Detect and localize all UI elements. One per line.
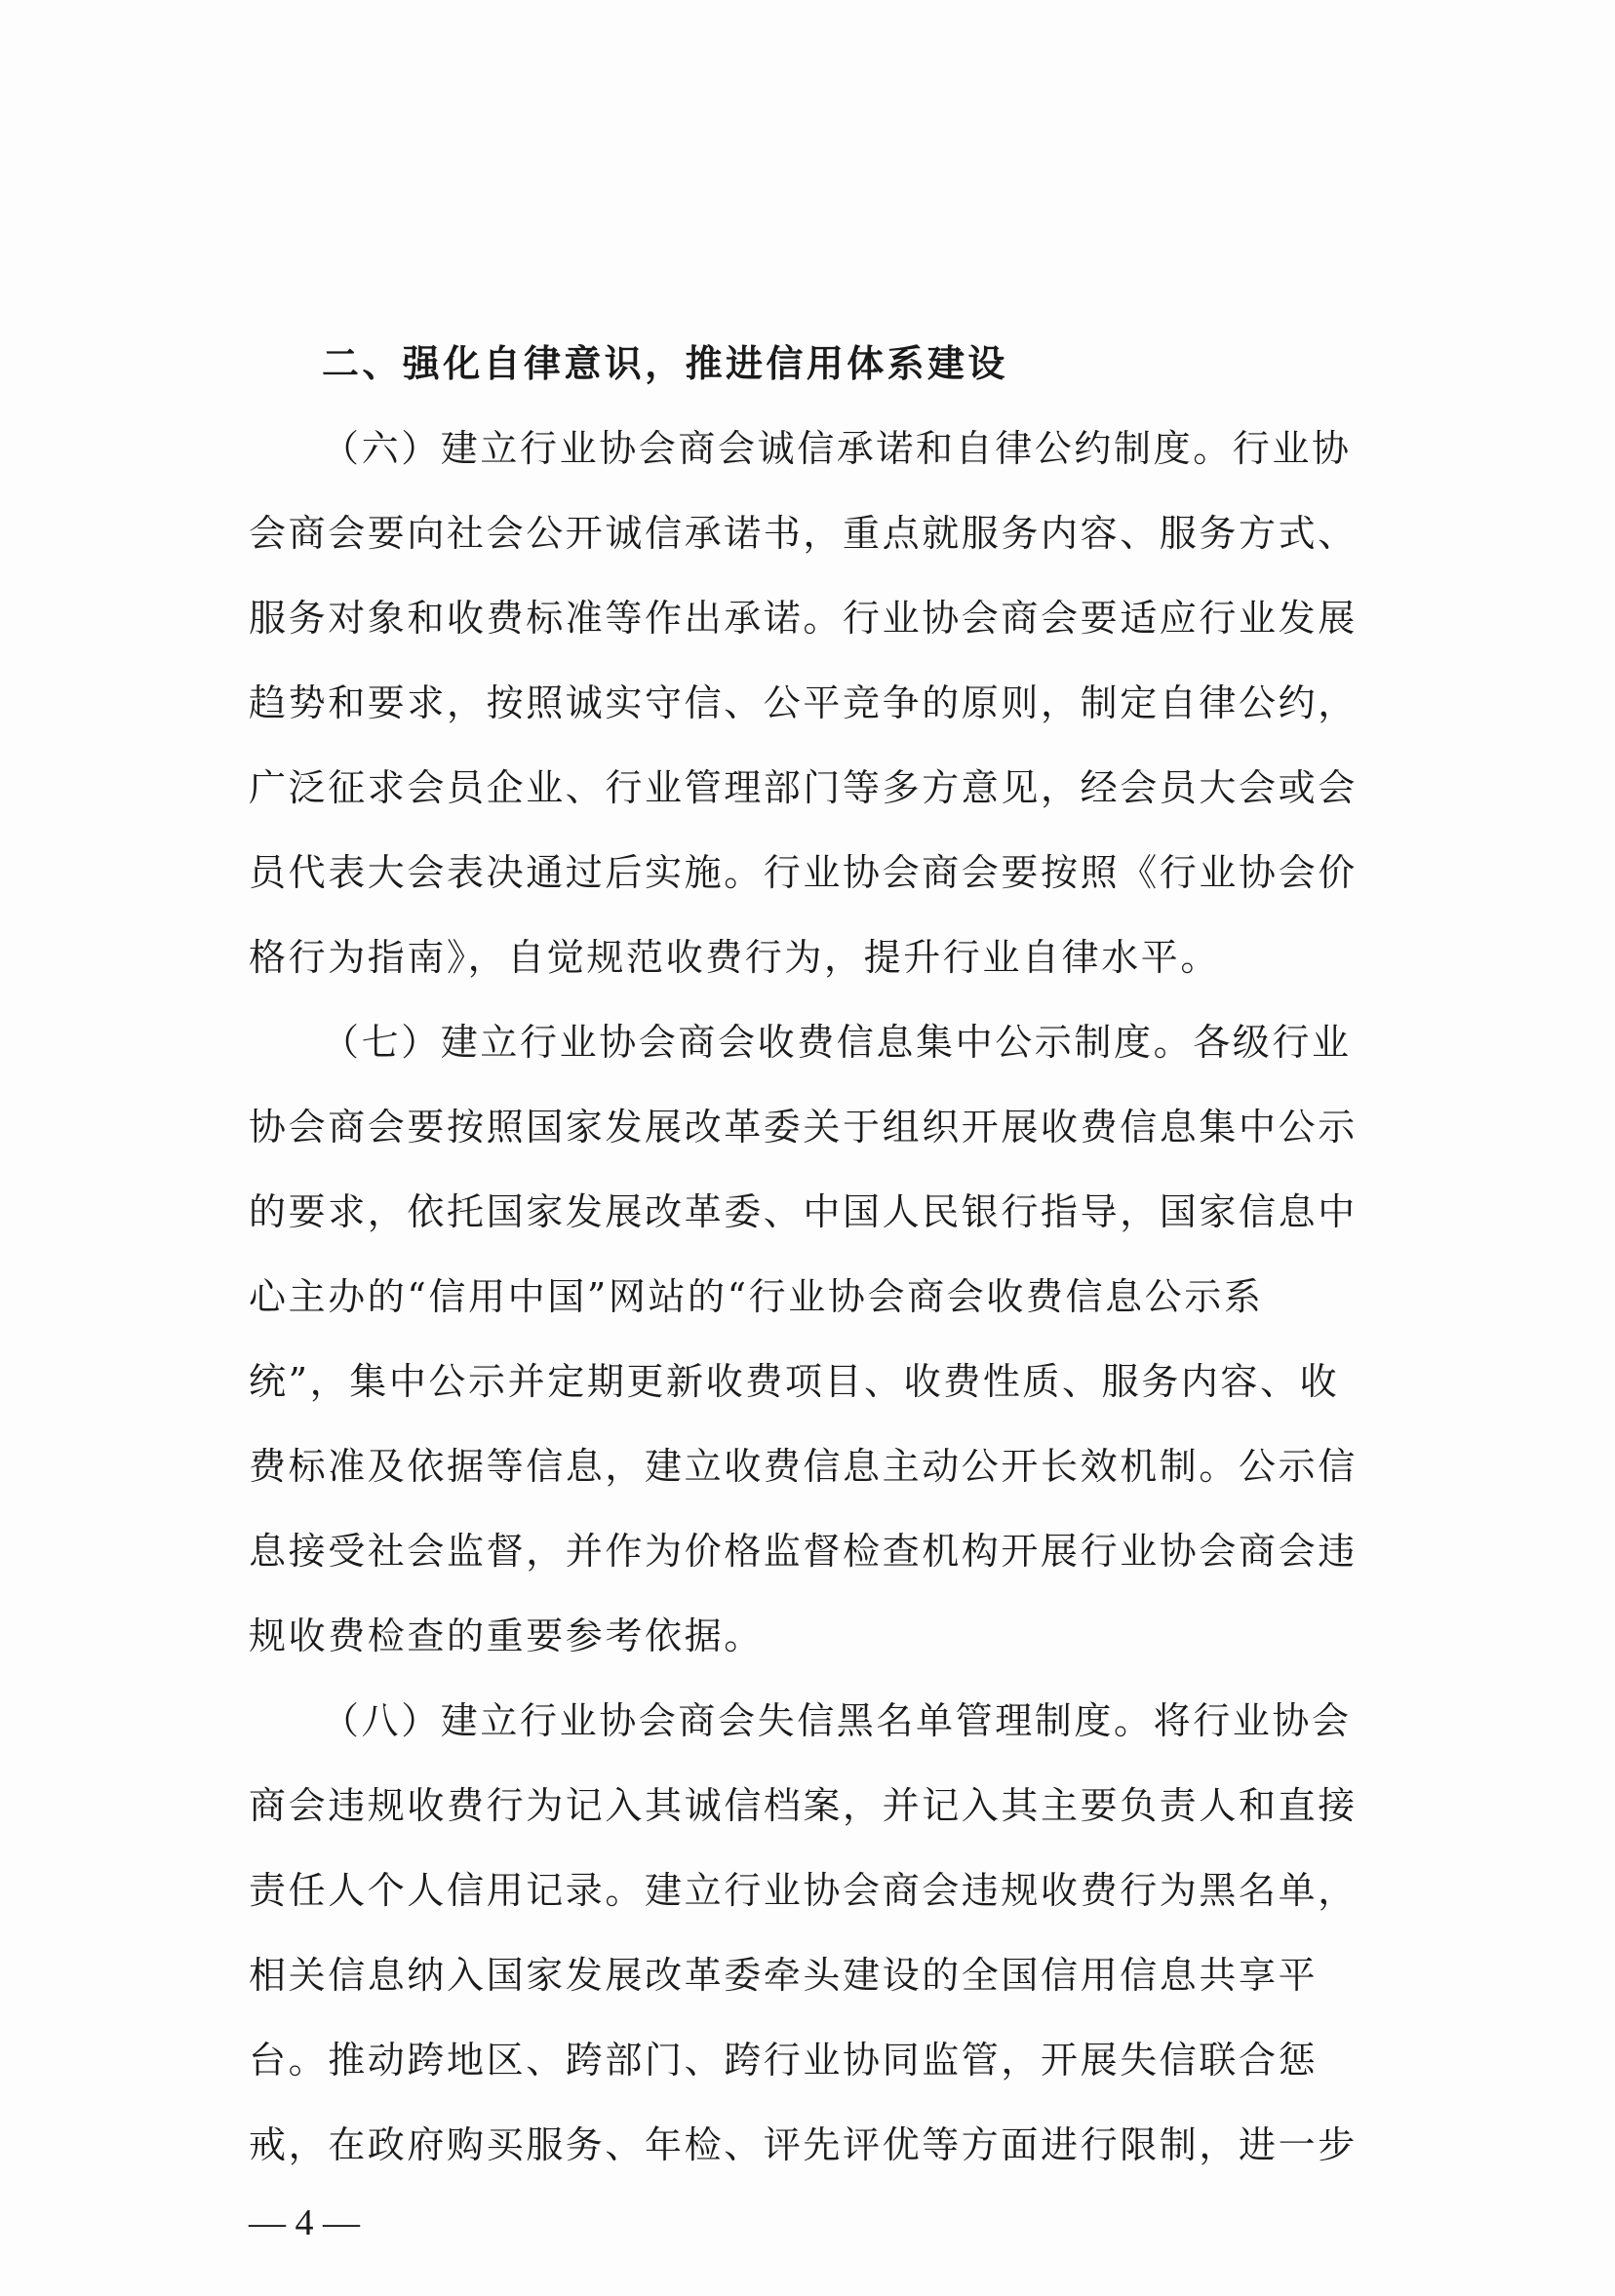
paragraph-line: 广泛征求会员企业、行业管理部门等多方意见，经会员大会或会 bbox=[249, 766, 1358, 809]
paragraph-line: （八）建立行业协会商会失信黑名单管理制度。将行业协会 bbox=[322, 1699, 1352, 1742]
paragraph-line: （七）建立行业协会商会收费信息集中公示制度。各级行业 bbox=[322, 1021, 1352, 1064]
paragraph-line: 会商会要向社会公开诚信承诺书，重点就服务内容、服务方式、 bbox=[249, 512, 1358, 555]
paragraph-line: 商会违规收费行为记入其诚信档案，并记入其主要负责人和直接 bbox=[249, 1784, 1358, 1827]
paragraph-line: 相关信息纳入国家发展改革委牵头建设的全国信用信息共享平 bbox=[249, 1954, 1319, 1997]
paragraph-line: 趋势和要求，按照诚实守信、公平竞争的原则，制定自律公约， bbox=[249, 681, 1358, 724]
page-number: — 4 — bbox=[249, 2202, 360, 2243]
paragraph-line: 服务对象和收费标准等作出承诺。行业协会商会要适应行业发展 bbox=[249, 597, 1358, 640]
paragraph-line: 息接受社会监督，并作为价格监督检查机构开展行业协会商会违 bbox=[249, 1530, 1358, 1573]
paragraph-line: 的要求，依托国家发展改革委、中国人民银行指导，国家信息中 bbox=[249, 1190, 1358, 1233]
paragraph-line: （六）建立行业协会商会诚信承诺和自律公约制度。行业协 bbox=[322, 427, 1352, 470]
paragraph-line: 心主办的“信用中国”网站的“行业协会商会收费信息公示系 bbox=[249, 1275, 1264, 1318]
paragraph-line: 责任人个人信用记录。建立行业协会商会违规收费行为黑名单， bbox=[249, 1869, 1358, 1912]
paragraph-line: 协会商会要按照国家发展改革委关于组织开展收费信息集中公示 bbox=[249, 1106, 1358, 1148]
paragraph-line: 统”，集中公示并定期更新收费项目、收费性质、服务内容、收 bbox=[249, 1360, 1340, 1403]
paragraph-line: 规收费检查的重要参考依据。 bbox=[249, 1615, 764, 1657]
paragraph-line: 员代表大会表决通过后实施。行业协会商会要按照《行业协会价 bbox=[249, 851, 1358, 894]
paragraph-line: 格行为指南》，自觉规范收费行为，提升行业自律水平。 bbox=[249, 936, 1221, 979]
paragraph-line: 戒，在政府购买服务、年检、评先评优等方面进行限制，进一步 bbox=[249, 2123, 1358, 2166]
paragraph-line: 费标准及依据等信息，建立收费信息主动公开长效机制。公示信 bbox=[249, 1445, 1358, 1488]
section-heading: 二、强化自律意识，推进信用体系建设 bbox=[322, 342, 1008, 385]
paragraph-line: 台。推动跨地区、跨部门、跨行业协同监管，开展失信联合惩 bbox=[249, 2039, 1319, 2082]
